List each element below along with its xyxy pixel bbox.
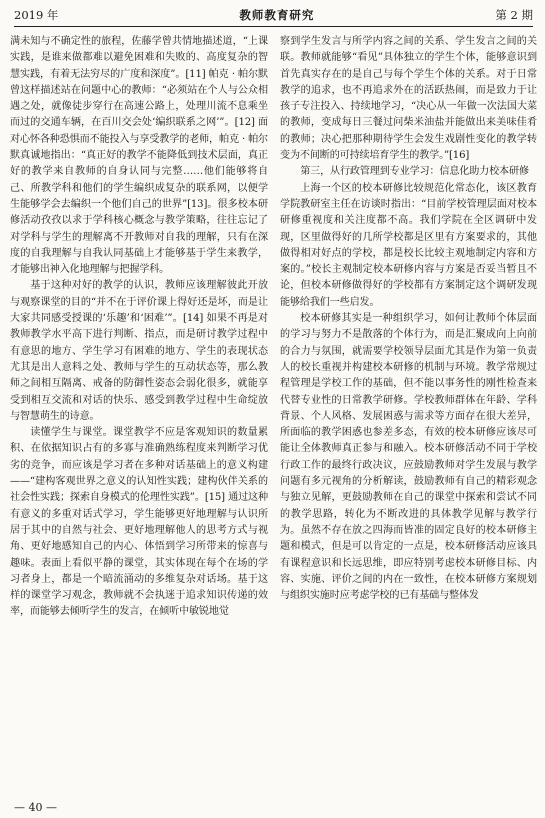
paragraph: 满未知与不确定性的旅程，佐藤学曾共情地描述道，“上课实践，是谁来做都难以避免困难和失败的、高度复杂的智慧实践，有着无法穷尽的广度和深度”。[11] 帕克 · 帕尔默曾这样描述站在问题中心的教师：“必须站在个人与公众相遇之处，就像徒步穿行在高速公路上，处理川流不息乘坐而过的交通车辆，在百川交会处‘编织联系之网’”。[12] 面对心怀各种恐惧而不能投入与享受教学的老师，帕克 · 帕尔默真诚地指出：“真正好的教学不能降低到技术层面，真正好的教学来自教师的自身认同与完整……他们能够将自己、所教学科和他们的学生编织成复杂的联系网，以便学生能够学会去编织一个他们自己的世界”[13]。很多校本研修活动孜孜以求于学科核心概念与教学策略，往往忘记了对学科与学生的理解离不开教师对自我的理解，只有在深度的自我理解与自我认同基础上才能够基于学生来教学，才能够出神入化地理解与把握学科。	[10, 36, 268, 276]
header-year: 2019 年	[14, 8, 59, 22]
header-journal-title: 教师教育研究	[239, 8, 315, 22]
page-number: — 40 —	[14, 801, 57, 814]
paragraph: 校本研修其实是一种组织学习，如何让教师个体层面的学习与努力不是散落的个体行为，而是汇聚成向上向前的合力与氛围，就需要学校领导层面尤其是作为第一负责人的校长重视并构建校本研修的机制与环境。教学常规过程管理是学校工作的基础，但不能以事务性的刚性检查来代替专业性的日常教学研修。学校教师群体在年龄、学科背景、个人风格、发展困惑与需求等方面存在很大差异，所面临的教学困惑也参差多态，有效的校本研修应该尽可能让全体教师真正参与和融入。校本研修活动不同于学校行政工作的最终行政决议，应鼓励教师对学生发展与教学问题有多元视角的分析解读，鼓励教师有自己的精彩观念与独立见解，更鼓励教师在自己的课堂中探索和尝试不同的教学思路，转化为不断改进的具体教学见解与教学行为。虽然不存在放之四海而皆准的固定良好的校本研修主题和模式，但是可以肯定的一点是，校本研修活动应该具有课程意识和长远思维，即应特别考虑校本研修目标、内容、实施、评价之间的内在一致性，在校本研修方案规划与组织实施时应考虑学校的已有基础与整体发	[280, 313, 537, 602]
paragraph: 上海一个区的校本研修比较规范化常态化，该区教育学院教研室主任在访谈时指出：“目前学校管理层面对校本研修重视度和关注度都不高。我们学院在全区调研中发现，区里做得好的几所学校都是区里有方案要求的，其他做得相对好点的学校，都是校长比较主观地制定内容和方案的。”校长主观制定校本研修内容与方案是否妥当暂且不论，但校本研修做得好的学校都有方案制定这个调研发现能够给我们一些启发。	[280, 182, 537, 308]
paragraph: 察到学生发言与所学内容之间的关系、学生发言之间的关联。教师就能够“看见”具体独立的学生个体，能够意识到首先真实存在的是自己与每个学生个体的关系。对于日常教学的追求，也不再追求外在的活跃热闹，而是致力于让孩子专注投入、持续地学习，“决心从一年做一次法国大菜的教师，变成每日三餐过问柴米油盐并能做出来美味佳肴的教师；决心把那种期待学生会发生戏剧性变化的教学转变为不间断的可持续培育学生的教学。”[16]	[280, 36, 537, 162]
left-text-column	[10, 34, 268, 621]
paragraph: 基于这种对好的教学的认识，教师应该理解彼此开放与观察课堂的目的“并不在于评价课上得好还是坏，而是让大家共同感受授课的‘乐趣’和‘困难’”。[14] 如果不再是对教师教学水平高下进行判断、指点，而是研讨教学过程中有意思的地方、学生学习有困难的地方、学生的表现状态尤其是出人意料之处、教师与学生的互动状态等，那么教师之间相互隔离、戒备的防御性姿态会弱化很多，就能享受到相互交流和对话的快乐、感受到教学过程中生命绽放与智慧萌生的诗意。	[10, 280, 268, 422]
paragraph: 读懂学生与课堂。课堂教学不应是客观知识的数量累积、在依据知识占有的多寡与准确熟练程度来判断学习优劣的竞争，而应该是学习者在多种对话基础上的意义构建——“建构客观世界之意义的认知性实践；建构伙伴关系的社会性实践；探索自身模式的伦理性实践”。[15] 通过这种有意义的多重对话式学习，学生能够更好地理解与认识所居于其中的自然与社会、更好地理解他人的思考方式与视角、更好地感知自己的内心、体悟到学习所带来的惊喜与趣味。表面上看似平静的课堂，其实体现在每个在场的学习者身上，都是一个暗流涌动的多维复杂对话场。基于这样的课堂学习观念，教师就不会执迷于追求知识传递的效率，而能够去倾听学生的发言，在倾听中敏锐地觉	[10, 427, 268, 618]
header-issue-number: 第 2 期	[495, 8, 533, 22]
right-text-column	[280, 34, 537, 604]
running-header	[14, 4, 533, 27]
section-heading: 第三，从行政管理到专业学习：信息化助力校本研修	[300, 166, 529, 178]
